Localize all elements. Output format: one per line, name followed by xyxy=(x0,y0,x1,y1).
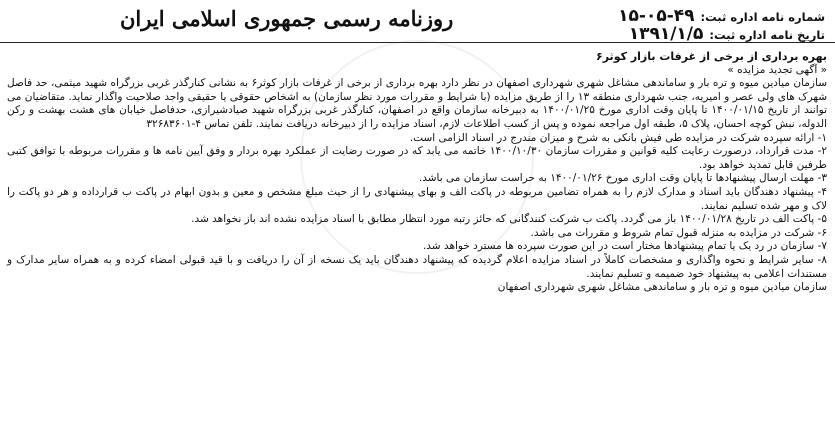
notice-item: ۱- ارائه سپرده شرکت در مزایده طی فیش بانکی به شرح و میزان مندرج در اسناد الزامی است. xyxy=(409,131,827,144)
notice-paragraph: سازمان میادین میوه و تره بار و ساماندهی مشاغل شهری شهرداری اصفهان در نظر دارد بهره برداری از برخی از غرفات بازار کوثر۶ به نشانی کنارگذر غربی بزرگراه شهید میثمی، حد فاصل شهرک های ولی عصر و امیریه، جنب شهرداری منطقه ۱۳ را از طریق مزایده (با شرایط و مقررات مورد نظر سازمان) به اشخاص حقوقی یا حقیقی واجد صلاحیت واگذار نماید. متقاضیان می توانند از تاریخ ۱۴۰۰/۰۱/۱۵ تا پایان وقت اداری مورخ ۱۴۰۰/۰۱/۲۵ به دبیرخانه سازمان واقع در اصفهان، کنارگذر غربی بزرگراه شهید صیادشیرازی، حدفاصل خیابان های هشت بهشت و رکن الدوله، نبش کوچه احسان، پلاک ۵، طبقه اول مراجعه نموده و پس از کسب اطلاعات لازم، اسناد مزایده را از دبیرخانه دریافت نمایند. تلفن تماس ۴-۳۲۶۸۳۶۰۱ xyxy=(7,77,827,130)
notice-item: ۷- سازمان در رد یک یا تمام پیشنهادها مختار است در این صورت سپرده ها مسترد خواهد شد. xyxy=(422,240,827,253)
notice-item: ۲- مدت قرارداد، درصورت رعایت کلیه قوانین و مقررات سازمان ۱۴۰۰/۱۰/۳۰ خاتمه می یابد که در صورت رضایت از عملکرد بهره بردار و وفق آیین نامه ها و مقررات مربوطه با توافق کتبی طرفین قابل تمدید خواهد بود. xyxy=(7,145,828,171)
notice-type: « آگهی تجدید مزایده » xyxy=(727,63,827,76)
notice-item: ۵- پاکت الف در تاریخ ۱۴۰۰/۰۱/۲۸ باز می گردد. پاکت ب شرکت کنندگانی که حائز رتبه مورد انتظار مطابق با اسناد مزایده نشده اند باز نخواهد شد. xyxy=(191,213,827,226)
notice-signature: سازمان میادین میوه و تره بار و ساماندهی مشاغل شهری شهرداری اصفهان xyxy=(497,281,827,294)
notice-body xyxy=(7,50,827,295)
reg-date-value: ۱۳۹۱/۱/۵ xyxy=(628,24,704,44)
registration-info xyxy=(525,6,825,42)
reg-number-label: شماره نامه اداره ثبت: xyxy=(700,10,825,24)
notice-item: ۴- پیشنهاد دهندگان باید اسناد و مدارک لازم را به همراه تضامین مربوطه در پاکت الف و بهای پیشنهادی را از حیث مبلغ مشخص و معین و بدون ابهام در پاکت ب قرارداده و هر دو پاکت را لاک و مهر شده تسلیم نمایند. xyxy=(7,185,827,212)
notice-item: ۶- شرکت در مزایده به منزله قبول تمام شروط و مقررات می باشد. xyxy=(530,226,827,239)
notice-item: ۳- مهلت ارسال پیشنهادها تا پایان وقت اداری مورخ ۱۴۰۰/۰۱/۲۶ به حراست سازمان می باشد. xyxy=(418,172,827,185)
notice-subject: بهره برداری از برخی از غرفات بازار کوثر۶ xyxy=(596,50,827,63)
reg-number-value: ۱۵-۰۵-۴۹ xyxy=(618,6,695,26)
reg-date-row xyxy=(525,24,825,42)
reg-date-label: تاریخ نامه اداره ثبت: xyxy=(709,28,825,42)
notice-item: ۸- سایر شرایط و نحوه واگذاری و مشخصات کاملاً در اسناد مزایده اعلام گردیده که پیشنهاد دهندگان باید یک نسخه از آن را دریافت و با قید قبولی امضاء کرده و به همراه سایر مدارک و مستندات اعلامی به پیشنهاد خود ضمیمه و تسلیم نمایند. xyxy=(7,253,827,280)
newspaper-header xyxy=(0,0,835,43)
newspaper-title: روزنامه رسمی جمهوری اسلامی ایران xyxy=(120,6,454,31)
reg-number-row xyxy=(525,6,825,24)
